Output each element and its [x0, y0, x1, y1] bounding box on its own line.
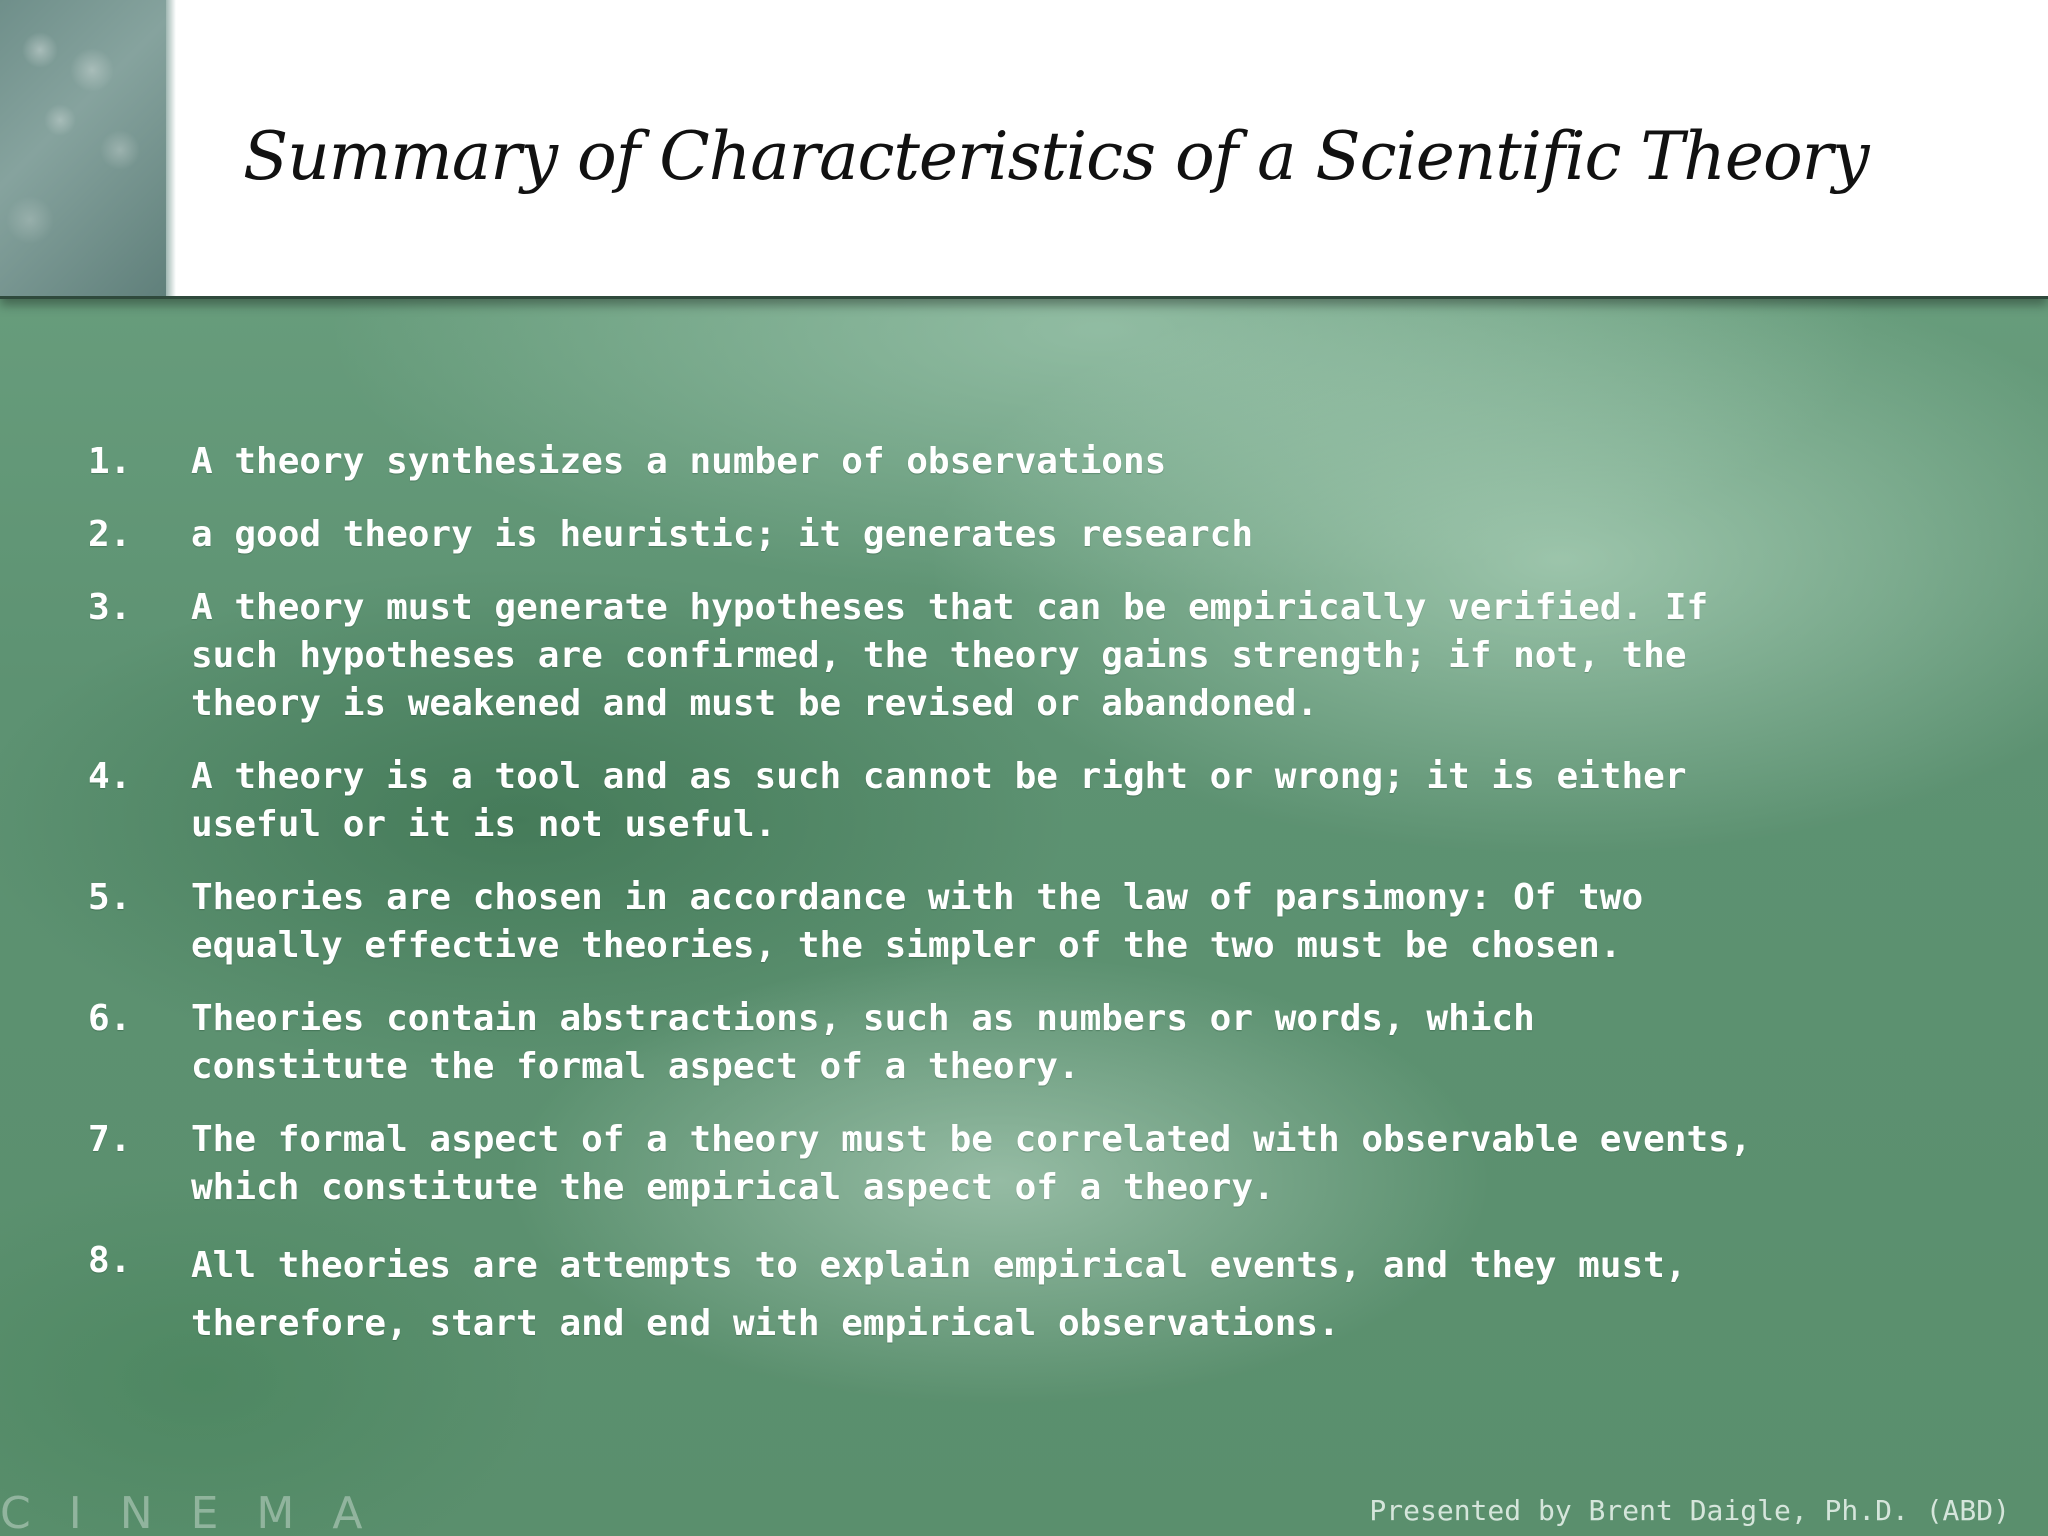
list-item	[88, 1237, 1988, 1353]
item-text: All theories are attempts to explain empirical events, and they must, therefore, start and end with empirical observations.	[191, 1245, 1687, 1344]
item-text: A theory is a tool and as such cannot be right or wrong; it is either useful or it is not useful.	[191, 756, 1687, 845]
item-number: 6.	[88, 998, 132, 1039]
item-number: 7.	[88, 1119, 132, 1160]
list-item	[88, 584, 1988, 728]
item-text: a good theory is heuristic; it generates research	[191, 514, 1254, 555]
item-text: A theory must generate hypotheses that can be empirically verified. If such hypotheses are confirmed, the theory gains strength; if not, the theory is weakened and must be revised or abandoned.	[191, 587, 1709, 724]
list-item	[88, 753, 1988, 849]
title-bar	[0, 0, 2048, 299]
presenter-credit: Presented by Brent Daigle, Ph.D. (ABD)	[1369, 1494, 2010, 1527]
list-item	[88, 511, 1988, 559]
item-text: A theory synthesizes a number of observations	[191, 441, 1167, 482]
item-number: 3.	[88, 587, 132, 628]
list-item	[88, 438, 1988, 486]
item-number: 5.	[88, 877, 132, 918]
item-text: The formal aspect of a theory must be correlated with observable events, which constitute the empirical aspect of a theory.	[191, 1119, 1752, 1208]
list-item	[88, 1116, 1988, 1212]
item-number: 8.	[88, 1240, 132, 1281]
corner-photo	[0, 0, 172, 296]
list-item	[88, 874, 1988, 970]
item-number: 1.	[88, 441, 132, 482]
slide-title: Summary of Characteristics of a Scientific Theory	[243, 118, 1869, 195]
list-item	[88, 995, 1988, 1091]
item-number: 4.	[88, 756, 132, 797]
item-number: 2.	[88, 514, 132, 555]
item-text: Theories are chosen in accordance with the law of parsimony: Of two equally effective theories, the simpler of the two must be chosen.	[191, 877, 1644, 966]
characteristics-list	[88, 438, 1988, 1378]
corner-edge	[166, 0, 176, 296]
cinema-logo: CINEMA	[0, 1488, 401, 1536]
item-text: Theories contain abstractions, such as numbers or words, which constitute the formal aspect of a theory.	[191, 998, 1535, 1087]
